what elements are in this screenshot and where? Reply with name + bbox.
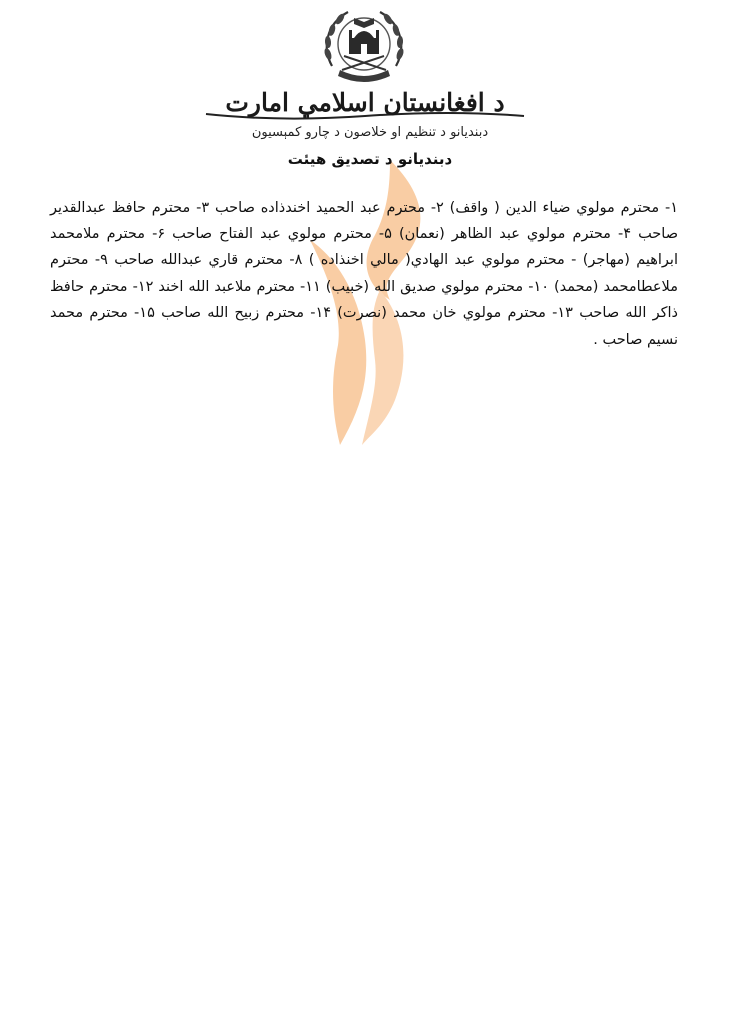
emirate-emblem-icon xyxy=(318,4,410,86)
members-paragraph: ١- محترم مولوي ضياء الدين ( واقف) ٢- محترم عبد الحميد اخندذاده صاحب ٣- محترم حافظ عبدالقدير صاحب ۴- محترم مولوي عبد الظاهر (نعمان) ۵- محترم مولوي عبد الفتاح صاحب ۶- محترم ملامحمد ابراهيم (مهاجر) - محترم مولوي عبد الهادي( مالي اخنذاده ) ٨- محترم قاري عبدالله صاحب ٩- محترم ملاعطامحمد (محمد) ١٠- محترم مولوي صديق الله (خبيب) ١١- محترم ملاعبد الله اخند ١٢- محترم حافظ ذاکر الله صاحب ١٣- محترم مولوي خان محمد (نصرت) ١۴- محترم زبيح الله صاحب ١۵- محترم محمد نسيم صاحب . xyxy=(50,199,679,348)
board-title: دبنديانو د تصديق هيئت xyxy=(287,150,453,168)
masthead-title: د افغانستان اسلامي امارت xyxy=(225,87,505,117)
masthead xyxy=(200,82,530,122)
commission-name: دبنديانو د تنظيم او خلاصون د چارو کمېسيون xyxy=(251,125,489,140)
